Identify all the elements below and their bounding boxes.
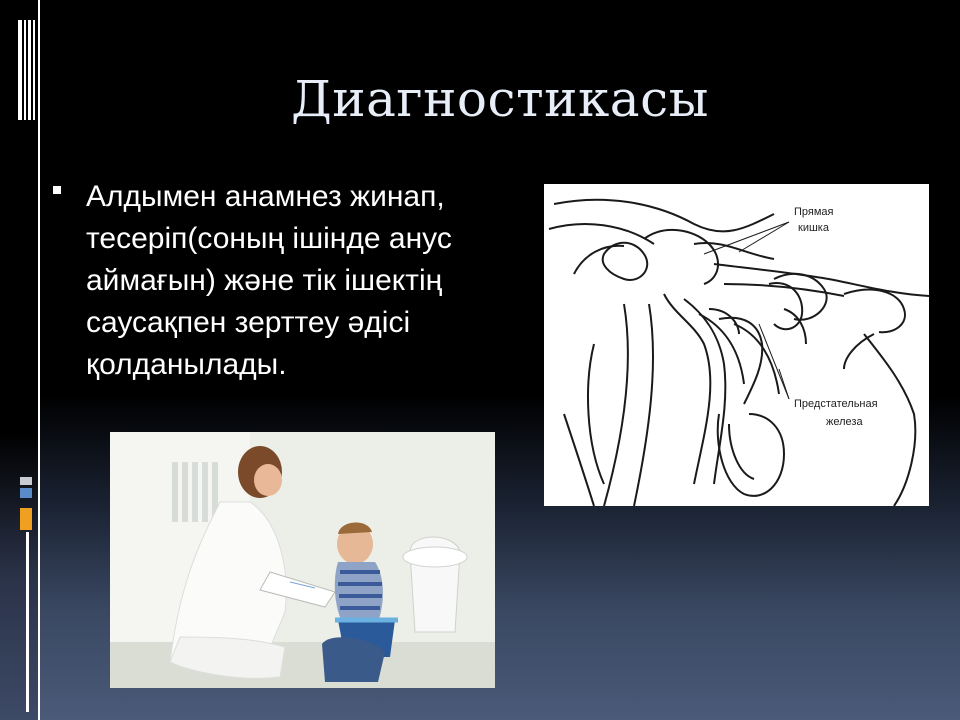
photo-illustration <box>110 432 495 688</box>
deco-square-blue <box>20 488 32 498</box>
deco-square-gray <box>20 477 32 485</box>
anatomy-label-prostate-1: Предстательная <box>794 398 878 410</box>
deco-square-orange <box>20 508 32 530</box>
deco-bar-white <box>26 532 29 712</box>
bullet-text: Алдымен анамнез жинап, тесеріп(соның ішінде анус аймағын) және тік ішектің саусақпен зерттеу әдісі қолданылады. <box>86 180 452 381</box>
slide-title: Диагностикасы <box>291 70 709 128</box>
photo-mother-child <box>110 432 495 688</box>
anatomy-drawing <box>544 184 929 506</box>
bullet-square-icon <box>53 186 61 194</box>
anatomy-label-rectum-1: Прямая <box>794 206 834 218</box>
top-left-stripes-icon <box>18 20 36 120</box>
anatomy-label-prostate-2: железа <box>826 416 863 428</box>
anatomy-figure <box>544 184 929 506</box>
anatomy-label-rectum-2: кишка <box>798 222 829 234</box>
